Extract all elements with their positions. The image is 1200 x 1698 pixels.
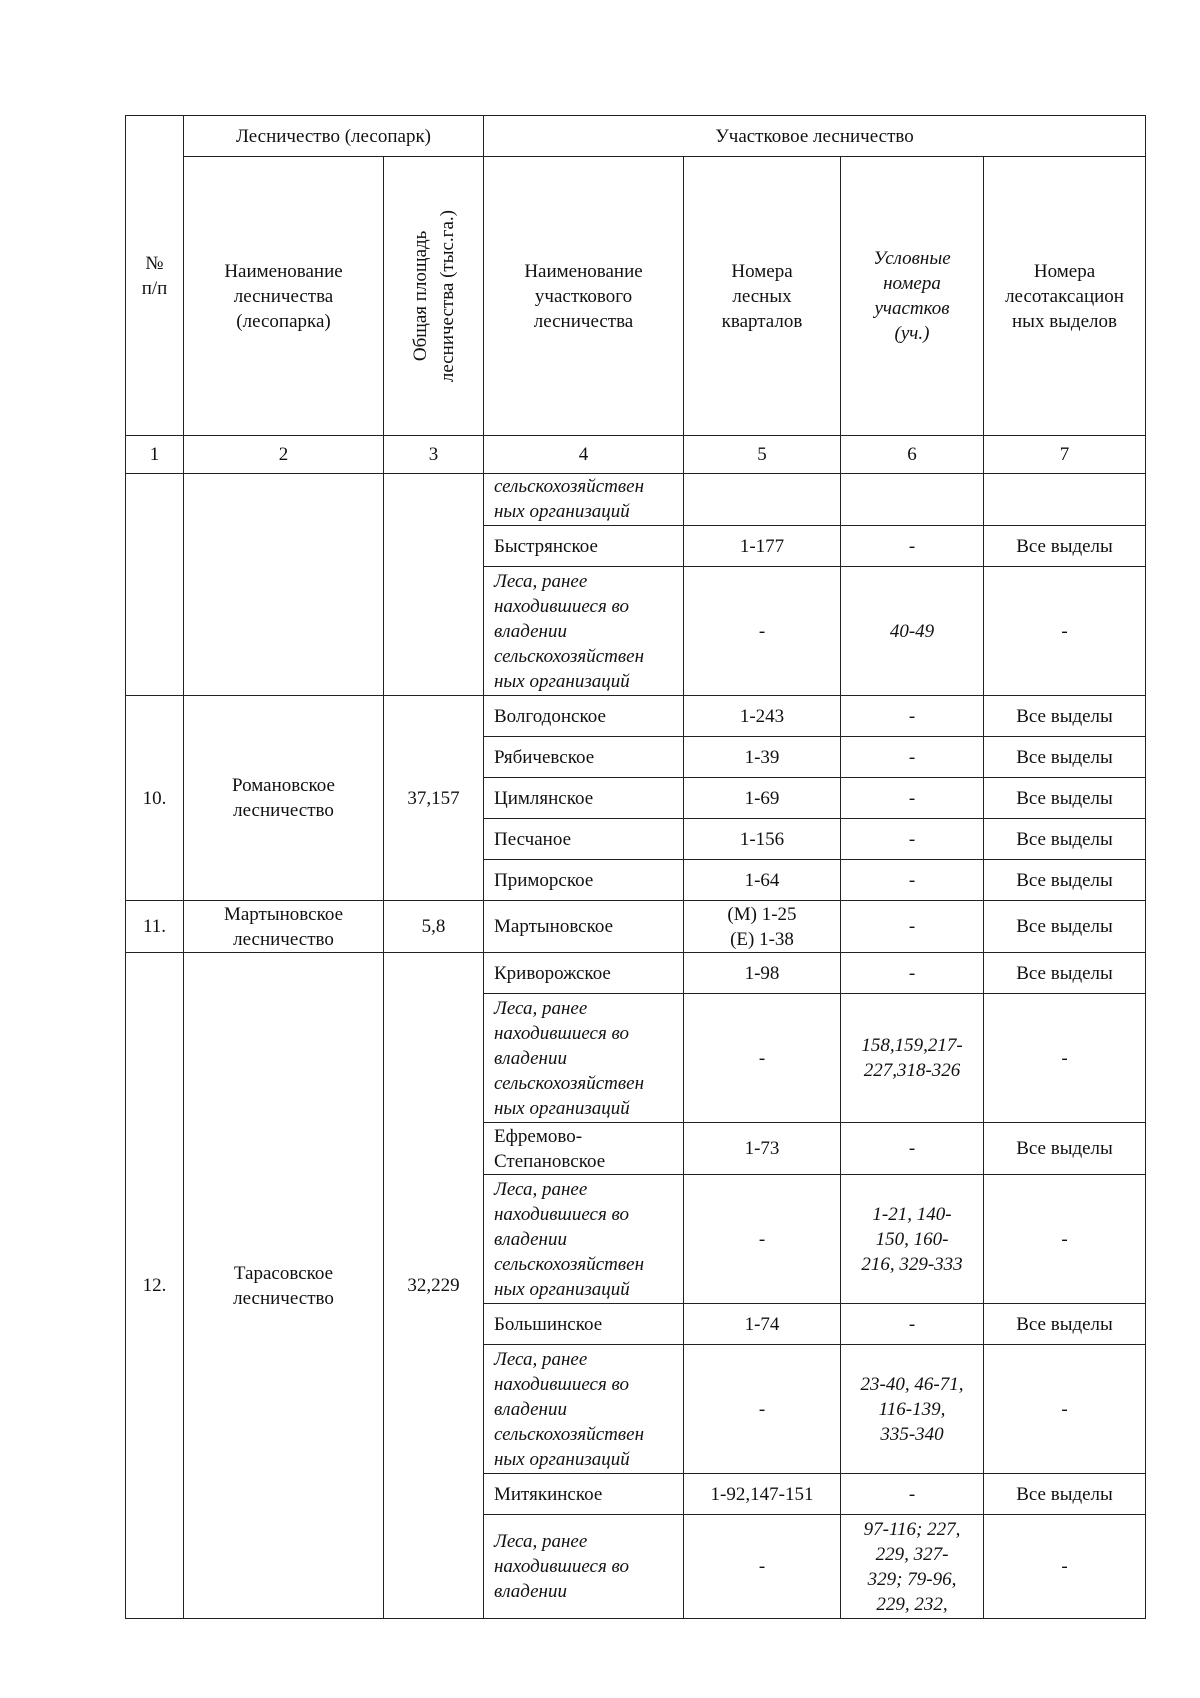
cell-allotments: Все выделы bbox=[984, 1474, 1146, 1515]
cell-quarters: 1-39 bbox=[684, 737, 841, 778]
cell-allotments: - bbox=[984, 1345, 1146, 1474]
cell-district-name: Леса, ранее находившиеся во владении сельскохозяйствен ных организаций bbox=[484, 1175, 684, 1304]
cell-plots: - bbox=[841, 953, 984, 994]
cell-allotments: - bbox=[984, 1175, 1146, 1304]
table-row bbox=[126, 901, 1146, 953]
table-row bbox=[126, 696, 1146, 737]
cell-num: 11. bbox=[126, 901, 184, 953]
cell-plots: 23-40, 46-71, 116-139, 335-340 bbox=[841, 1345, 984, 1474]
header-forestry-group: Лесничество (лесопарк) bbox=[184, 116, 484, 157]
header-num-text: № п/п bbox=[141, 252, 168, 299]
col-number: 6 bbox=[841, 436, 984, 474]
cell-allotments: Все выделы bbox=[984, 737, 1146, 778]
table-row bbox=[126, 953, 1146, 994]
cell-district-name: Мартыновское bbox=[484, 901, 684, 953]
cell-quarters: 1-177 bbox=[684, 526, 841, 567]
cell-forestry: Тарасовское лесничество bbox=[184, 953, 384, 1619]
cell-allotments: Все выделы bbox=[984, 696, 1146, 737]
cell-plots: - bbox=[841, 1123, 984, 1175]
cell-area: 37,157 bbox=[384, 696, 484, 901]
table-row bbox=[126, 474, 1146, 526]
cell-quarters: (М) 1-25 (Е) 1-38 bbox=[684, 901, 841, 953]
cell-plots: 97-116; 227, 229, 327- 329; 79-96, 229, 232, bbox=[841, 1515, 984, 1619]
cell-area: 32,229 bbox=[384, 953, 484, 1619]
cell-district-name: Песчаное bbox=[484, 819, 684, 860]
cell-quarters: 1-74 bbox=[684, 1304, 841, 1345]
cell-district-name: Приморское bbox=[484, 860, 684, 901]
cell-allotments: Все выделы bbox=[984, 526, 1146, 567]
header-num bbox=[126, 116, 184, 436]
cell-plots: 1-21, 140- 150, 160- 216, 329-333 bbox=[841, 1175, 984, 1304]
header-total-area bbox=[384, 157, 484, 436]
cell-district-name: Большинское bbox=[484, 1304, 684, 1345]
header-plots: Условные номера участков (уч.) bbox=[841, 157, 984, 436]
cell-quarters: - bbox=[684, 1175, 841, 1304]
cell-forestry-empty bbox=[184, 474, 384, 696]
cell-district-name: Митякинское bbox=[484, 1474, 684, 1515]
cell-allotments bbox=[984, 474, 1146, 526]
col-number: 1 bbox=[126, 436, 184, 474]
cell-allotments: Все выделы bbox=[984, 953, 1146, 994]
col-number: 3 bbox=[384, 436, 484, 474]
cell-quarters: - bbox=[684, 1515, 841, 1619]
cell-plots: - bbox=[841, 860, 984, 901]
cell-district-name: Рябичевское bbox=[484, 737, 684, 778]
cell-plots: - bbox=[841, 778, 984, 819]
cell-quarters: 1-92,147-151 bbox=[684, 1474, 841, 1515]
cell-district-name: Леса, ранее находившиеся во владении сельскохозяйствен ных организаций bbox=[484, 567, 684, 696]
cell-quarters: 1-243 bbox=[684, 696, 841, 737]
header-quarters: Номера лесных кварталов bbox=[684, 157, 841, 436]
header-forestry-name: Наименование лесничества (лесопарка) bbox=[184, 157, 384, 436]
cell-plots: 158,159,217- 227,318-326 bbox=[841, 994, 984, 1123]
cell-district-name: Леса, ранее находившиеся во владении сельскохозяйствен ных организаций bbox=[484, 1345, 684, 1474]
cell-district-name: Леса, ранее находившиеся во владении bbox=[484, 1515, 684, 1619]
cell-quarters: 1-156 bbox=[684, 819, 841, 860]
cell-allotments: Все выделы bbox=[984, 1123, 1146, 1175]
cell-district-name: Быстрянское bbox=[484, 526, 684, 567]
col-number: 7 bbox=[984, 436, 1146, 474]
header-allotments: Номера лесотаксацион ных выделов bbox=[984, 157, 1146, 436]
cell-allotments: Все выделы bbox=[984, 901, 1146, 953]
cell-plots: - bbox=[841, 526, 984, 567]
cell-district-name: Волгодонское bbox=[484, 696, 684, 737]
cell-plots: - bbox=[841, 901, 984, 953]
cell-plots: - bbox=[841, 696, 984, 737]
cell-allotments: Все выделы bbox=[984, 819, 1146, 860]
cell-quarters bbox=[684, 474, 841, 526]
cell-plots bbox=[841, 474, 984, 526]
cell-forestry: Мартыновское лесничество bbox=[184, 901, 384, 953]
cell-district-name: Цимлянское bbox=[484, 778, 684, 819]
cell-num: 12. bbox=[126, 953, 184, 1619]
cell-allotments: - bbox=[984, 994, 1146, 1123]
cell-plots: - bbox=[841, 737, 984, 778]
cell-plots: - bbox=[841, 1304, 984, 1345]
cell-area: 5,8 bbox=[384, 901, 484, 953]
cell-allotments: Все выделы bbox=[984, 860, 1146, 901]
cell-plots: - bbox=[841, 819, 984, 860]
cell-allotments: Все выделы bbox=[984, 1304, 1146, 1345]
cell-area-empty bbox=[384, 474, 484, 696]
cell-quarters: 1-69 bbox=[684, 778, 841, 819]
col-number: 5 bbox=[684, 436, 841, 474]
cell-forestry: Романовское лесничество bbox=[184, 696, 384, 901]
forestry-table bbox=[125, 115, 1146, 1619]
cell-district-name: Ефремово- Степановское bbox=[484, 1123, 684, 1175]
cell-quarters: 1-98 bbox=[684, 953, 841, 994]
col-number: 2 bbox=[184, 436, 384, 474]
cell-num-empty bbox=[126, 474, 184, 696]
cell-district-name: Криворожское bbox=[484, 953, 684, 994]
cell-district-name: Леса, ранее находившиеся во владении сельскохозяйствен ных организаций bbox=[484, 994, 684, 1123]
header-district-group: Участковое лесничество bbox=[484, 116, 1146, 157]
cell-quarters: - bbox=[684, 567, 841, 696]
cell-plots: 40-49 bbox=[841, 567, 984, 696]
cell-district-name: сельскохозяйствен ных организаций bbox=[484, 474, 684, 526]
col-number: 4 bbox=[484, 436, 684, 474]
cell-plots: - bbox=[841, 1474, 984, 1515]
cell-num: 10. bbox=[126, 696, 184, 901]
cell-allotments: - bbox=[984, 567, 1146, 696]
cell-quarters: 1-64 bbox=[684, 860, 841, 901]
header-district-name: Наименование участкового лесничества bbox=[484, 157, 684, 436]
column-numbers-row bbox=[126, 436, 1146, 474]
cell-quarters: 1-73 bbox=[684, 1123, 841, 1175]
header-total-area-text: Общая площадь лесничества (тыс.га.) bbox=[409, 209, 458, 383]
cell-quarters: - bbox=[684, 994, 841, 1123]
cell-allotments: - bbox=[984, 1515, 1146, 1619]
cell-quarters: - bbox=[684, 1345, 841, 1474]
cell-allotments: Все выделы bbox=[984, 778, 1146, 819]
